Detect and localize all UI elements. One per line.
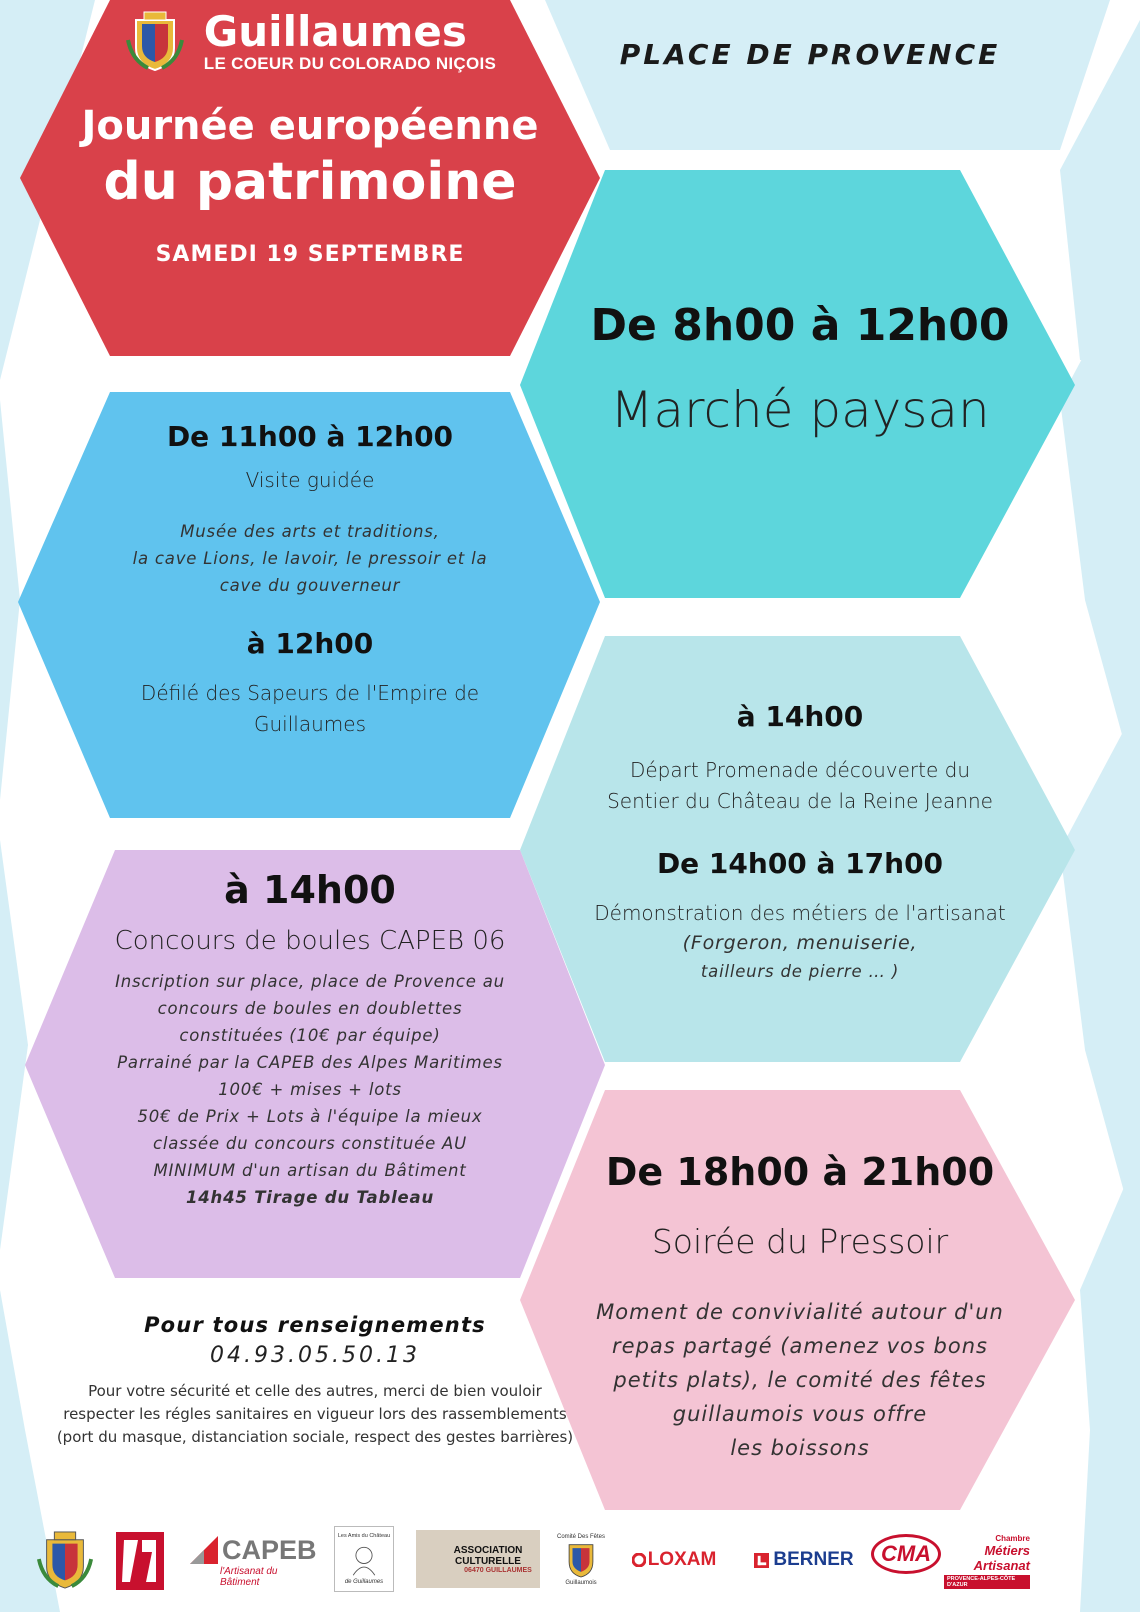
loxam-logo [622,1542,726,1578]
assoc-line2: CULTURELLE [455,1555,521,1567]
assoc-line1: ASSOCIATION [453,1544,523,1556]
cma-name: CMA [880,1541,932,1566]
cma-sub1: Chambre [995,1533,1030,1543]
promenade-label-line2: Sentier du Château de la Reine Jeanne [607,789,993,813]
brand [124,7,497,74]
info-phone[interactable]: 04.93.05.50.13 [210,1343,420,1368]
defile-label-line1: Défilé des Sapeurs de l'Empire de [140,681,480,705]
cma-sub2: Métiers [984,1542,1030,1558]
capeb-name: CAPEB [222,1534,317,1565]
soiree-line: petits plats), le comité des fêtes [613,1368,987,1392]
event-title-line1: Journée européenne [81,103,539,149]
berner-name: BERNER [773,1549,854,1570]
concours-line: constituées (10€ par équipe) [179,1026,441,1045]
comite-fetes-logo [556,1524,606,1596]
capeb-sub: l'Artisanat du Bâtiment [220,1565,278,1588]
concours-line: MINIMUM d'un artisan du Bâtiment [153,1161,467,1180]
concours-line: classée du concours constituée AU [152,1134,468,1153]
defile-time: à 12h00 [246,627,374,660]
capeb-logo [190,1534,317,1588]
soiree-line: les boissons [730,1436,870,1460]
comite-crest-icon [564,1540,598,1580]
loxam-mark-icon [632,1553,646,1567]
promenade-label-line1: Départ Promenade découverte du [629,758,970,782]
visite-block [20,420,600,740]
info-line: (port du masque, distanciation sociale, respect des gestes barrières) [56,1428,574,1446]
association-culturelle-logo [416,1530,540,1588]
concours-label: Concours de boules CAPEB 06 [114,926,506,956]
place-label: PLACE DE PROVENCE [619,38,1001,71]
cma-sub3: Artisanat [973,1557,1030,1573]
concours-line: 50€ de Prix + Lots à l'équipe la mieux [137,1107,483,1126]
cma-region: PROVENCE-ALPES-CÔTE D'AZUR [944,1575,1030,1589]
concours-line: Parrainé par la CAPEB des Alpes Maritimes [117,1053,503,1072]
header-block [20,0,600,360]
guillaumes-logo-icon [34,1528,96,1594]
brand-name: Guillaumes [203,7,467,56]
berner-logo [750,1542,858,1578]
concours-line: 100€ + mises + lots [218,1080,402,1099]
loxam-name: LOXAM [647,1549,717,1570]
amis-chateau-logo [334,1526,394,1592]
visite-time: De 11h00 à 12h00 [166,420,454,453]
promenade-block [520,700,1080,985]
concours-time: à 14h00 [224,868,396,912]
visite-label: Visite guidée [245,468,375,492]
visite-desc-line1: Musée des arts et traditions, [180,522,440,541]
soiree-label: Soirée du Pressoir [651,1222,949,1261]
info-line: respecter les régles sanitaires en vigueur lors des rassemblements [63,1405,567,1423]
marche-label: Marché paysan [610,381,990,439]
concours-tirage: 14h45 Tirage du Tableau [185,1188,434,1207]
chateau-drawing-icon [346,1539,382,1579]
capeb-mark-icon [190,1536,218,1564]
chambre-metiers-logo [944,1530,1030,1592]
comite-bottom: Guillaumois [565,1580,597,1586]
concours-block [30,868,590,1211]
info-title: Pour tous renseignements [144,1313,486,1337]
soiree-time: De 18h00 à 21h00 [605,1150,995,1194]
demonstration-desc-line2: tailleurs de pierre … ) [700,962,900,981]
comite-top: Comité Des Fêtes [556,1534,605,1540]
soiree-line: guillaumois vous offre [672,1402,928,1426]
amis-line2: de Guillaumes [344,1579,384,1585]
soiree-line: Moment de convivialité autour d'un [596,1300,1004,1324]
info-block [40,1313,590,1449]
marche-block [520,300,1080,439]
soiree-line: repas partagé (amenez vos bons [612,1334,988,1358]
concours-line: Inscription sur place, place de Provence au [115,972,505,991]
demonstration-time: De 14h00 à 17h00 [656,847,944,880]
guillaumes-crest-icon [124,10,186,74]
soiree-block [520,1150,1080,1465]
visite-desc-line3: cave du gouverneur [219,576,401,595]
info-line: Pour votre sécurité et celle des autres, merci de bien vouloir [88,1382,542,1400]
event-date: SAMEDI 19 SEPTEMBRE [155,242,465,267]
berner-mark-icon [754,1553,769,1568]
marche-time: De 8h00 à 12h00 [590,300,1010,351]
sapeurs-logo-icon [116,1532,164,1590]
assoc-line3: 06470 GUILLAUMES [464,1566,532,1574]
promenade-time: à 14h00 [736,700,864,733]
event-title-line2: du patrimoine [103,152,517,212]
brand-subtitle: LE COEUR DU COLORADO NIÇOIS [203,54,497,73]
amis-line1: Les Amis du Château [337,1533,391,1539]
demonstration-label: Démonstration des métiers de l'artisanat [594,901,1006,925]
cma-logo [870,1532,942,1576]
concours-line: concours de boules en doublettes [157,999,463,1018]
demonstration-desc-line1: (Forgeron, menuiserie, [682,932,918,954]
sponsor-logos [0,1520,1140,1600]
visite-desc-line2: la cave Lions, le lavoir, le pressoir et la [132,549,488,568]
defile-label-line2: Guillaumes [254,712,366,736]
